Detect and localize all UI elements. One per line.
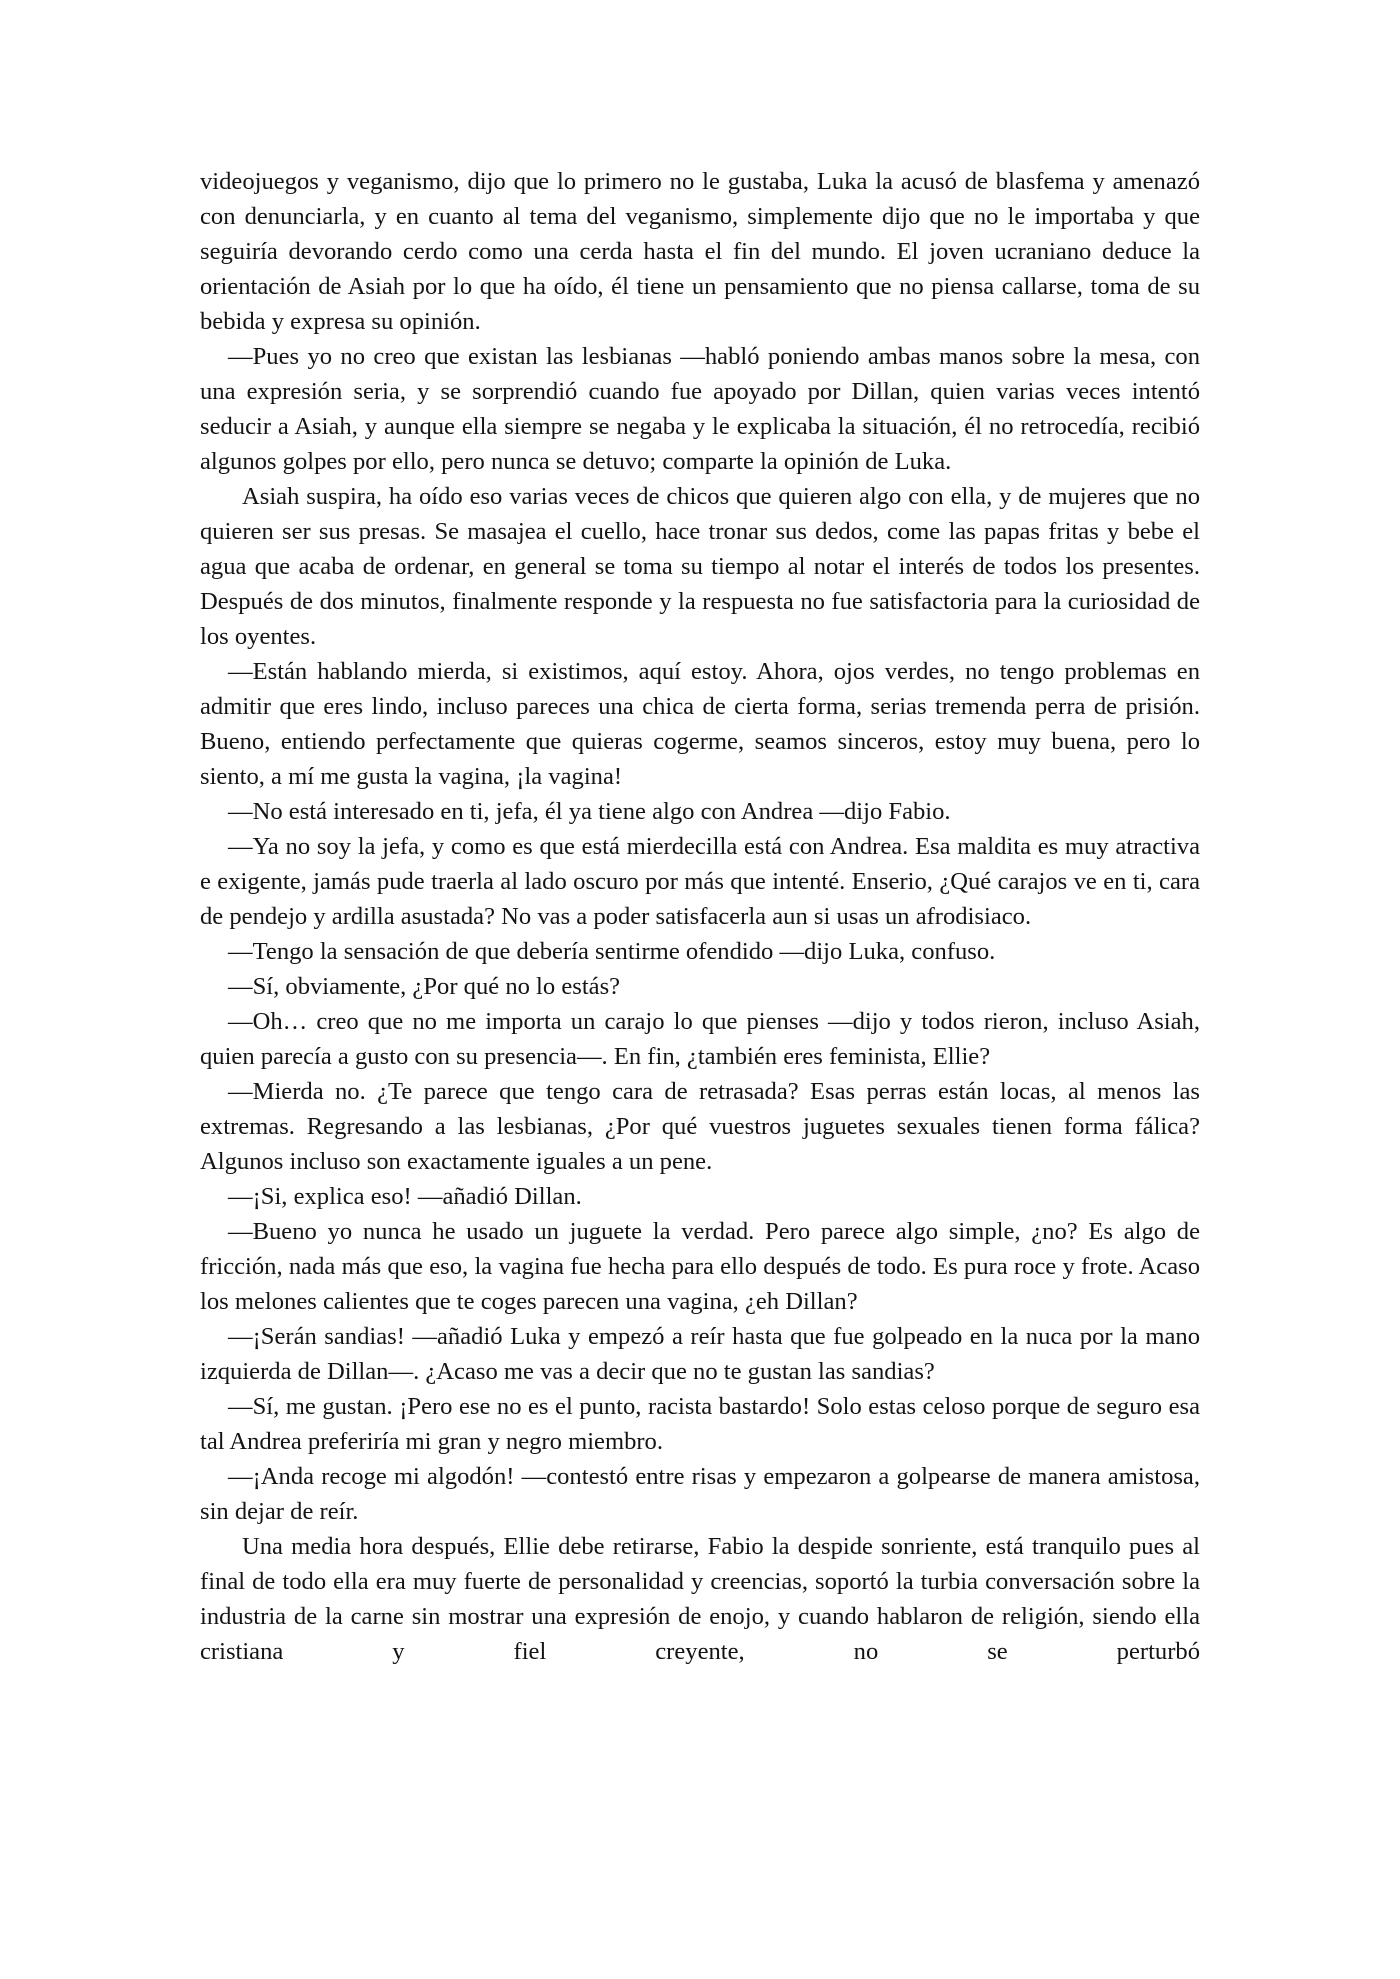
- dialog-paragraph: —Ya no soy la jefa, y como es que está mierdecilla está con Andrea. Esa maldita es muy atractiva e exigente, jamás pude traerla al lado oscuro por más que intenté. Enserio, ¿Qué carajos ve en ti, cara de pendejo y ardilla asustada? No vas a poder satisfacerla aun si usas un afrodisiaco.: [200, 833, 1200, 930]
- document-page: [200, 164, 1200, 1669]
- dialog-paragraph: —¡Serán sandias! —añadió Luka y empezó a reír hasta que fue golpeado en la nuca por la mano izquierda de Dillan—. ¿Acaso me vas a decir que no te gustan las sandias?: [200, 1323, 1200, 1385]
- dialog-paragraph: —Sí, obviamente, ¿Por qué no lo estás?: [228, 973, 621, 1000]
- dialog-paragraph: —No está interesado en ti, jefa, él ya tiene algo con Andrea —dijo Fabio.: [228, 798, 951, 825]
- dialog-paragraph: —Pues yo no creo que existan las lesbianas —habló poniendo ambas manos sobre la mesa, con una expresión seria, y se sorprendió cuando fue apoyado por Dillan, quien varias veces intentó seducir a Asiah, y aunque ella siempre se negaba y le explicaba la situación, él no retrocedía, recibió algunos golpes por ello, pero nunca se detuvo; comparte la opinión de Luka.: [200, 343, 1200, 475]
- dialog-paragraph: —¡Si, explica eso! —añadió Dillan.: [228, 1183, 582, 1210]
- paragraph-intro: videojuegos y veganismo, dijo que lo primero no le gustaba, Luka la acusó de blasfema y amenazó con denunciarla, y en cuanto al tema del veganismo, simplemente dijo que no le importaba y que seguiría devorando cerdo como una cerda hasta el fin del mundo. El joven ucraniano deduce la orientación de Asiah por lo que ha oído, él tiene un pensamiento que no piensa callarse, toma de su bebida y expresa su opinión.: [200, 168, 1200, 335]
- dialog-paragraph: —Sí, me gustan. ¡Pero ese no es el punto, racista bastardo! Solo estas celoso porque de seguro esa tal Andrea preferiría mi gran y negro miembro.: [200, 1393, 1200, 1455]
- dialog-paragraph: —Tengo la sensación de que debería sentirme ofendido —dijo Luka, confuso.: [228, 938, 996, 965]
- dialog-paragraph: —Bueno yo nunca he usado un juguete la verdad. Pero parece algo simple, ¿no? Es algo de fricción, nada más que eso, la vagina fue hecha para ello después de todo. Es pura roce y frote. Acaso los melones calientes que te coges parecen una vagina, ¿eh Dillan?: [200, 1218, 1200, 1315]
- narrative-paragraph: Asiah suspira, ha oído eso varias veces de chicos que quieren algo con ella, y de mujeres que no quieren ser sus presas. Se masajea el cuello, hace tronar sus dedos, come las papas fritas y bebe el agua que acaba de ordenar, en general se toma su tiempo al notar el interés de todos los presentes. Después de dos minutos, finalmente responde y la respuesta no fue satisfactoria para la curiosidad de los oyentes.: [200, 483, 1200, 650]
- dialog-paragraph: —Están hablando mierda, si existimos, aquí estoy. Ahora, ojos verdes, no tengo problemas en admitir que eres lindo, incluso pareces una chica de cierta forma, serias tremenda perra de prisión. Bueno, entiendo perfectamente que quieras cogerme, seamos sinceros, estoy muy buena, pero lo siento, a mí me gusta la vagina, ¡la vagina!: [200, 658, 1200, 790]
- dialog-paragraph: —¡Anda recoge mi algodón! —contestó entre risas y empezaron a golpearse de manera amistosa, sin dejar de reír.: [200, 1463, 1200, 1525]
- narrative-paragraph-continued: Una media hora después, Ellie debe retirarse, Fabio la despide sonriente, está tranquilo pues al final de todo ella era muy fuerte de personalidad y creencias, soportó la turbia conversación sobre la industria de la carne sin mostrar una expresión de enojo, y cuando hablaron de religión, siendo ella cristiana y fiel creyente, no se perturbó: [200, 1533, 1200, 1665]
- dialog-paragraph: —Mierda no. ¿Te parece que tengo cara de retrasada? Esas perras están locas, al menos las extremas. Regresando a las lesbianas, ¿Por qué vuestros juguetes sexuales tienen forma fálica? Algunos incluso son exactamente iguales a un pene.: [200, 1078, 1200, 1175]
- dialog-paragraph: —Oh… creo que no me importa un carajo lo que pienses —dijo y todos rieron, incluso Asiah, quien parecía a gusto con su presencia—. En fin, ¿también eres feminista, Ellie?: [200, 1008, 1200, 1070]
